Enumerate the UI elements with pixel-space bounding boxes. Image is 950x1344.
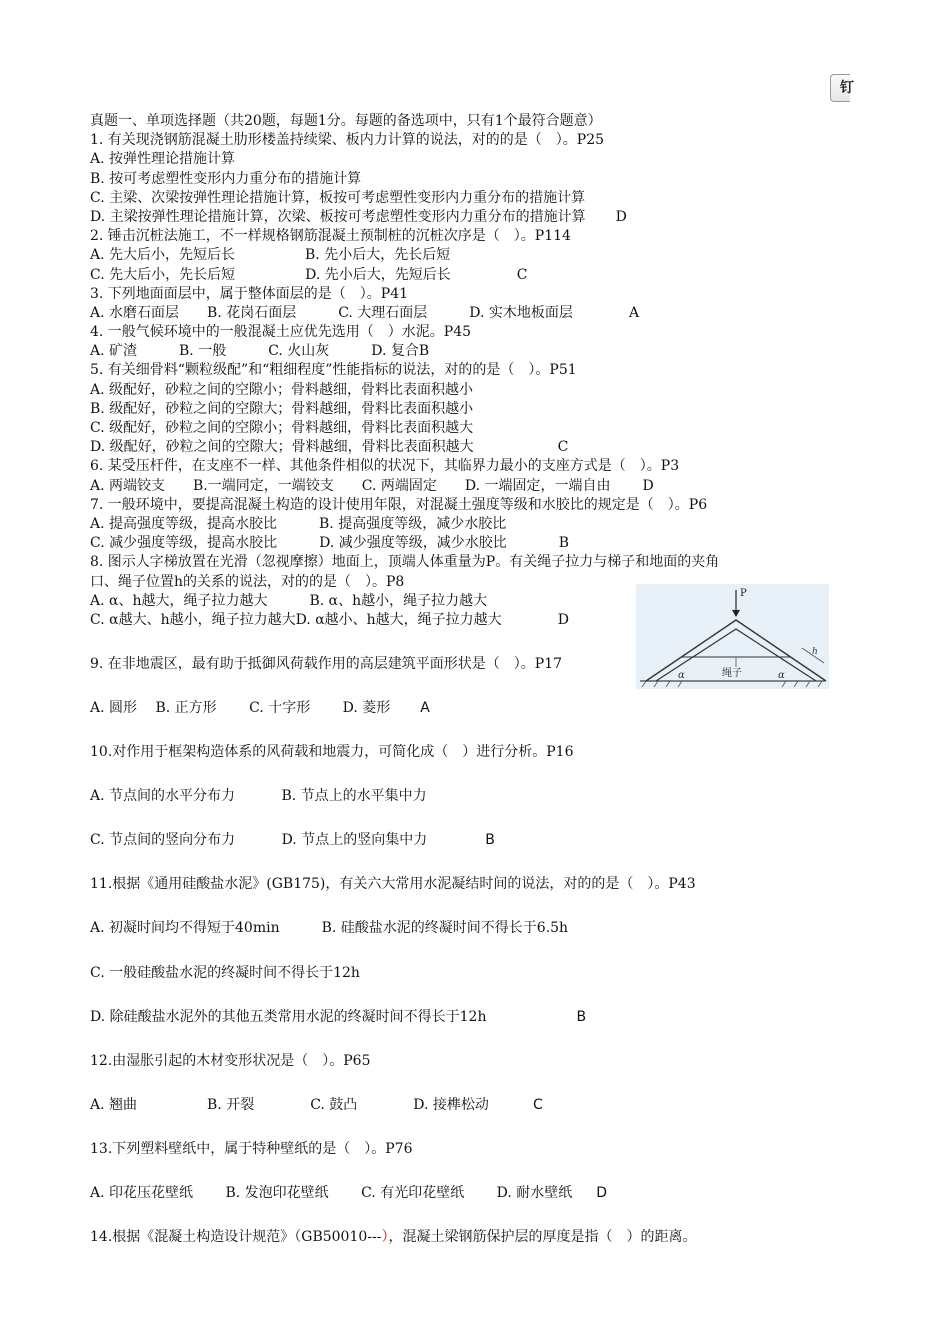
option-text: D. 除硅酸盐水泥外的其他五类常用水泥的终凝时间不得长于12h [90,1008,487,1025]
option-text: A. 两端铰支 B.一端同定，一端铰支 C. 两端固定 D. 一端固定，一端自由 [90,477,611,494]
question-14-red-paren: ） [381,1228,389,1245]
option-text: C. 减少强度等级，提高水胶比 D. 减少强度等级，减少水胶比 [90,535,507,552]
option-line: C. 主梁、次梁按弹性理论措施计算，板按可考虑塑性变形内力重分布的措施计算 [90,189,586,206]
label-alpha-left: α [678,670,685,681]
question-9: 9. 在非地震区，最有助于抵御风荷载作用的高层建筑平面形状是（ ）。P17 [90,655,563,672]
answer: B [485,832,495,849]
option-text: C. α越大、h越小，绳子拉力越大D. α越小、h越大，绳子拉力越大 [90,611,502,628]
answer: D [557,611,569,628]
option-text: C. 节点间的竖向分布力 D. 节点上的竖向集中力 [90,832,428,849]
question-7: 7. 一般环境中，要提高混凝土构造的设计使用年限，对混凝土强度等级和水胶比的规定是（ ）。P6 [90,496,708,513]
option-line: A. 先大后小，先短后长 B. 先小后大，先长后短 [90,247,451,264]
option-line [90,304,850,323]
answer: C [532,1096,543,1113]
answer: B [576,1008,587,1025]
label-alpha-right: α [778,670,785,681]
option-line [90,1184,850,1203]
label-rope: 绳子 [722,668,742,679]
question-10: 10.对作用于框架构造体系的风荷载和地震力，可简化成（ ）进行分析。P16 [90,744,574,761]
option-text: A. 印花压花壁纸 B. 发泡印花壁纸 C. 有光印花壁纸 D. 耐水壁纸 [90,1184,573,1201]
option-line: B. 按可考虑塑性变形内力重分布的措施计算 [90,170,362,187]
option-line: C. 级配好，砂粒之间的空隙小；骨料越细，骨料比表面积越大 [90,420,474,436]
answer: A [628,304,640,321]
question-6: 6. 某受压杆件，在支座不一样、其他条件相似的状况下，其临界力最小的支座方式是（ ）。P3 [90,458,680,475]
answer: D [596,1184,608,1201]
option-line: A. 初凝时间均不得短于40min B. 硅酸盐水泥的终凝时间不得长于6.5h [90,920,569,937]
question-2: 2. 锤击沉桩法施工，不一样规格钢筋混凝土预制桩的沉桩次序是（ ）。P114 [90,228,571,245]
option-line: B. 级配好，砂粒之间的空隙大；骨料越细，骨料比表面积越小 [90,400,474,417]
option-text: A. 水磨石面层 B. 花岗石面层 C. 大理石面层 D. 实木地板面层 [90,304,573,321]
question-1: 1. 有关现浇钢筋混凝土肋形楼盖持续梁、板内力计算的说法，对的的是（ ）。P25 [90,132,605,149]
option-line [90,1008,850,1027]
question-8: 8. 图示人字梯放置在光滑（忽视摩擦）地面上，顶端人体重量为P。有关绳子拉力与梯子和地面的夹角 [90,554,720,571]
option-line: C. 一般硅酸盐水泥的终凝时间不得长于12h [90,964,360,981]
question-5: 5. 有关细骨料“颗粒级配”和“粗细程度”性能指标的说法，对的的是（ ）。P51 [90,362,577,379]
question-14-text: 14.根据《混凝土构造设计规范》（GB50010--- [90,1228,382,1245]
option-line [90,699,850,718]
option-text: A. 圆形 B. 正方形 C. 十字形 D. 菱形 [90,700,391,717]
question-14-rest: ，混凝土梁钢筋保护层的厚度是指（ ）的距离。 [388,1228,697,1245]
answer: C [557,439,569,456]
question-8-cont: 口、绳子位置h的关系的说法，对的的是（ ）。P8 [90,573,405,590]
question-14 [90,1228,850,1247]
option-text: A. 翘曲 B. 开裂 C. 鼓凸 D. 接榫松动 [90,1096,489,1113]
option-line: A. α、h越大，绳子拉力越大 B. α、h越小，绳子拉力越大 [90,592,488,609]
answer: A [420,700,430,717]
option-text: D. 主梁按弹性理论措施计算，次梁、板按可考虑塑性变形内力重分布的措施计算 [90,208,586,225]
option-line [90,1096,850,1115]
option-line [90,438,850,457]
option-line [90,831,850,850]
option-line [90,611,850,630]
exam-document [90,112,850,1247]
option-text: D. 级配好，砂粒之间的空隙大；骨料越细，骨料比表面积越大 [90,439,474,456]
label-h: h [812,647,818,657]
option-text: C. 先大后小，先长后短 D. 先小后大，先短后长 [90,266,451,283]
option-line [90,266,850,285]
option-line [90,208,850,227]
question-4: 4. 一般气候环境中的一般混凝土应优先选用（ ）水泥。P45 [90,324,472,341]
option-line: A. 级配好，砂粒之间的空隙小；骨料越细，骨料比表面积越小 [90,381,474,398]
option-line: A. 按弹性理论措施计算 [90,151,236,168]
question-13: 13.下列塑料壁纸中，属于特种壁纸的是（ ）。P76 [90,1140,413,1157]
option-line [90,477,850,496]
question-11: 11.根据《通用硅酸盐水泥》(GB175)，有关六大常用水泥凝结时间的说法，对的的是（ ）。P43 [90,876,696,893]
corner-button[interactable]: 钉 [830,74,850,102]
option-line: A. 节点间的水平分布力 B. 节点上的水平集中力 [90,788,427,805]
option-line: A. 矿渣 B. 一般 C. 火山灰 D. 复合B [90,343,430,360]
question-3: 3. 下列地面面层中，属于整体面层的是（ ）。P41 [90,285,409,302]
answer: B [558,535,570,552]
option-line [90,534,850,553]
answer: C [516,266,528,283]
answer: D [642,477,654,494]
section-heading: 真题一、单项选择题（共20题，每题1分。每题的备选项中，只有1个最符合题意） [90,113,602,129]
question-12: 12.由湿胀引起的木材变形状况是（ ）。P65 [90,1052,371,1069]
answer: D [615,208,627,225]
option-line: A. 提高强度等级，提高水胶比 B. 提高强度等级，减少水胶比 [90,515,507,532]
label-p: P [740,588,747,599]
